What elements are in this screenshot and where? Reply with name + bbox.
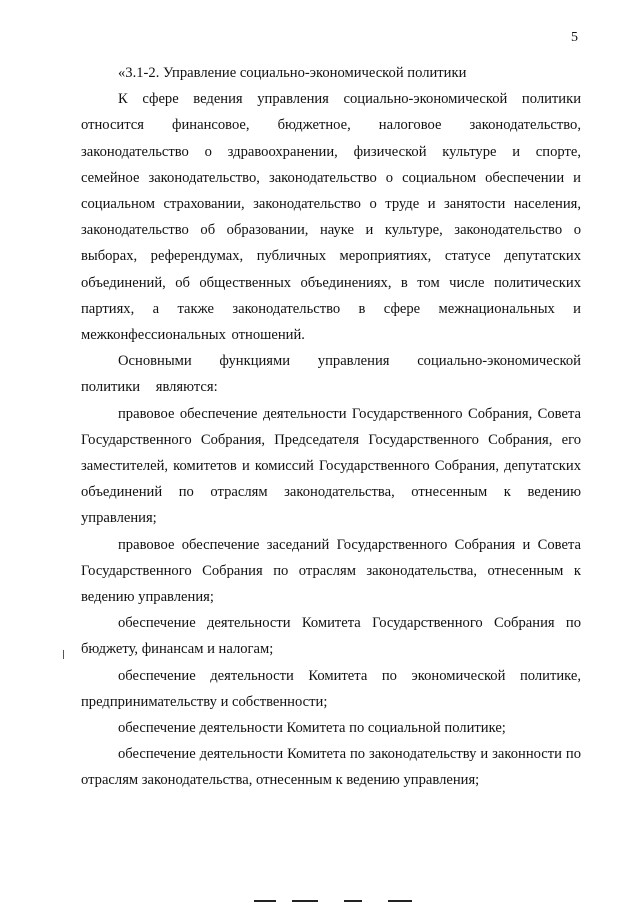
function-item-budget-committee: обеспечение деятельности Комитета Государственного Собрания по бюджету, финансам и налогам; <box>81 615 581 658</box>
paragraph-scope: К сфере ведения управления социально-экономической политики относится финансовое, бюджетное, налоговое законодательство, законодательство о здравоохранении, физической культуре и спорте, семейное законодательство, законодательство о социальном обеспечении и социальном страховании, законодательство о труде и занятости населения, законодательство об образовании, науке и культуре, законодательство о выборах, референдумах, публичных мероприятиях, статусе депутатских объединений, об общественных объединениях, в том числе политических партиях, а также законодательство в сфере межнациональных и межконфессиональных отношений. <box>81 91 581 344</box>
document-body <box>81 60 581 794</box>
paragraph-functions-intro: Основными функциями управления социально-экономической политики являются: <box>81 353 581 396</box>
cut-off-glyph <box>254 900 276 905</box>
cut-off-glyph <box>344 900 362 905</box>
function-item-session-support: правовое обеспечение заседаний Государственного Собрания и Совета Государственного Собрания по отраслям законодательства, отнесенным к ведению управления; <box>81 536 581 606</box>
page-number: 5 <box>571 30 578 45</box>
cut-off-glyph <box>292 900 318 905</box>
function-item-social-committee: обеспечение деятельности Комитета по социальной политике; <box>118 720 506 737</box>
cut-off-next-line <box>248 892 418 905</box>
function-item-legislation-committee: обеспечение деятельности Комитета по законодательству и законности по отраслям законодательства, отнесенным к ведению управления; <box>81 746 581 789</box>
function-item-legal-support: правовое обеспечение деятельности Государственного Собрания, Совета Государственного Собрания, Председателя Государственного Собрания, его заместителей, комитетов и комиссий Государственного Собрания, депутатских объединений по отраслям законодательства, отнесенным к ведению управления; <box>81 405 581 527</box>
section-heading: «3.1-2. Управление социально-экономической политики <box>118 65 467 81</box>
scan-margin-mark <box>63 650 64 659</box>
function-item-economic-committee: обеспечение деятельности Комитета по экономической политике, предпринимательству и собственности; <box>81 667 581 710</box>
cut-off-glyph <box>388 900 412 905</box>
